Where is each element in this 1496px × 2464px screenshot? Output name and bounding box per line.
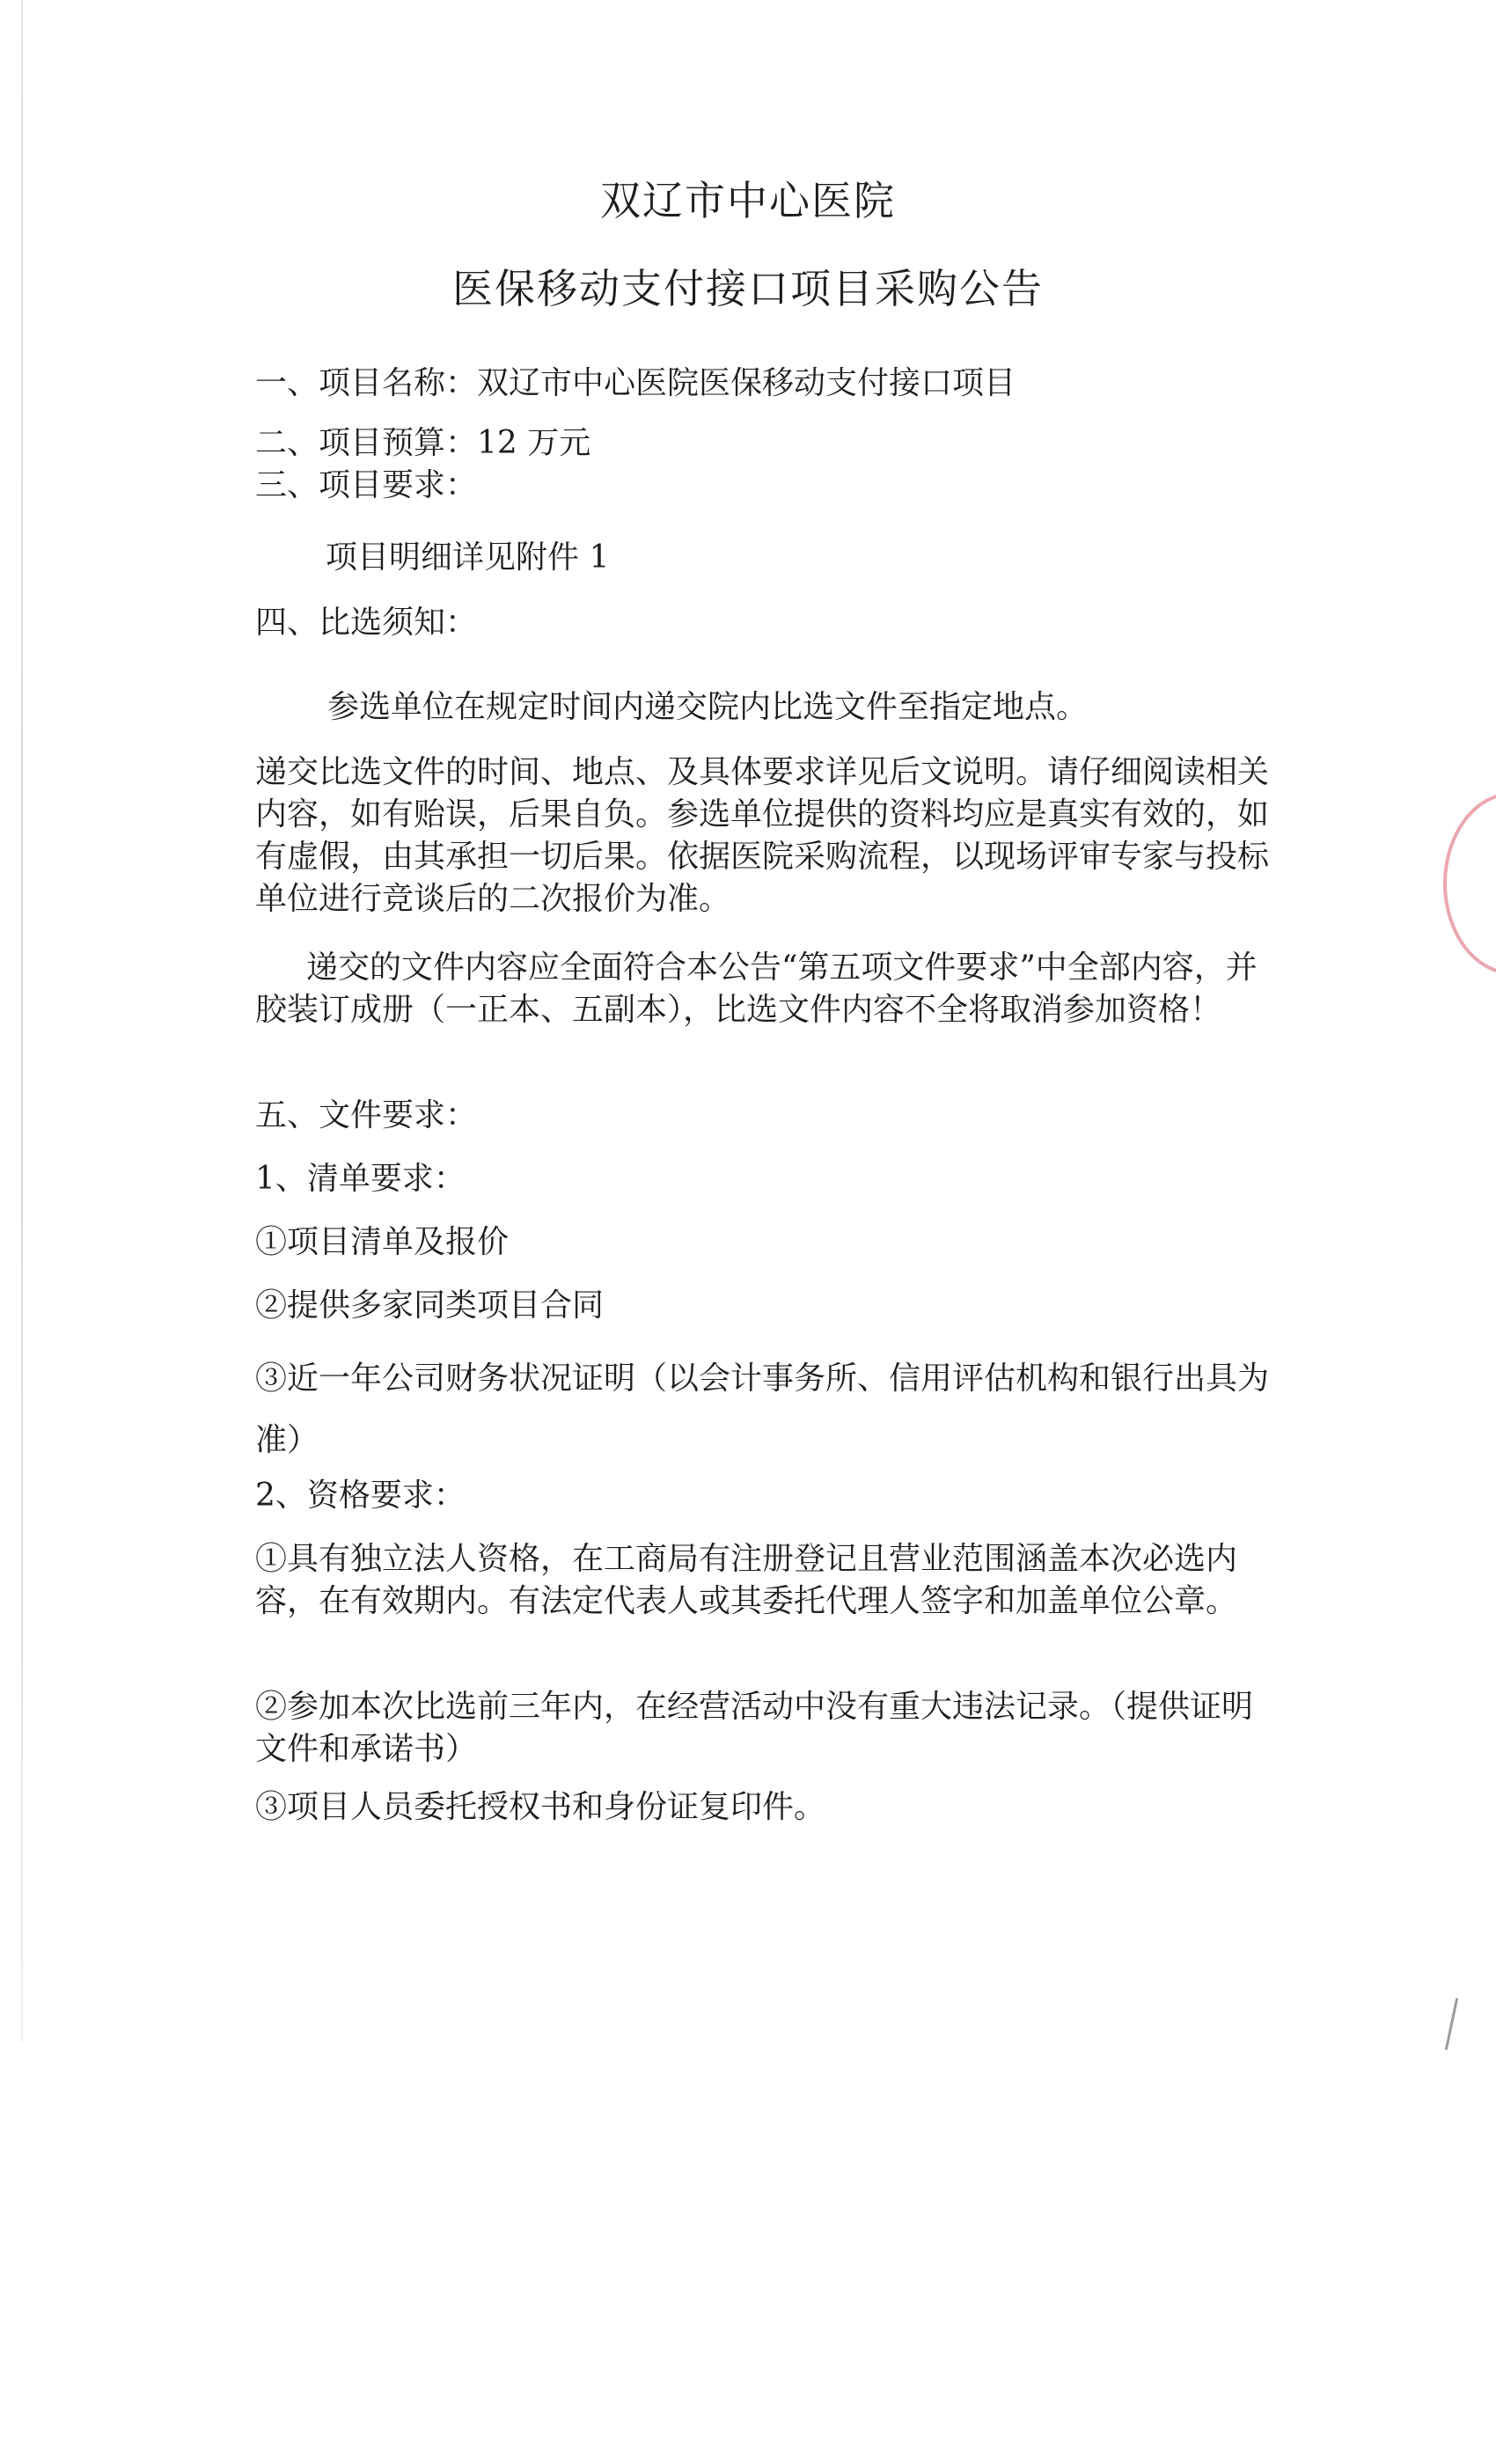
qualification-item: ②参加本次比选前三年内，在经营活动中没有重大违法记录。（提供证明文件和承诺书） xyxy=(255,1689,1254,1767)
project-name: 一、项目名称：双辽市中心医院医保移动支付接口项目 xyxy=(255,365,1016,401)
red-seal-fragment xyxy=(1443,792,1496,975)
list-item: ①项目清单及报价 xyxy=(255,1224,510,1260)
notice-paragraph-1: 参选单位在规定时间内递交院内比选文件至指定地点。 xyxy=(327,689,1089,725)
list-requirements-heading: 1、清单要求： xyxy=(255,1161,466,1197)
notice-paragraph-2: 递交比选文件的时间、地点、及具体要求详见后文说明。请仔细阅读相关内容，如有贻误，后果自负。参选单位提供的资料均应是真实有效的，如有虚假，由其承担一切后果。依据医院采购流程，以现场评审专家与投标单位进行竞谈后的二次报价为准。 xyxy=(255,754,1270,917)
project-requirements-detail: 项目明细详见附件 1 xyxy=(326,539,610,576)
notice-paragraph-3: 递交的文件内容应全面符合本公告“第五项文件要求”中全部内容，并胶装订成册（一正本、五副本），比选文件内容不全将取消参加资格！ xyxy=(255,950,1258,1028)
list-item: ②提供多家同类项目合同 xyxy=(255,1287,605,1324)
qualification-item: ①具有独立法人资格，在工商局有注册登记且营业范围涵盖本次必选内容，在有效期内。有法定代表人或其委托代理人签字和加盖单位公章。 xyxy=(255,1541,1238,1619)
project-requirements-heading: 三、项目要求： xyxy=(255,467,478,503)
scan-mark xyxy=(1445,1998,1458,2050)
project-budget: 二、项目预算：12 万元 xyxy=(255,425,591,461)
notice-heading: 四、比选须知： xyxy=(255,605,478,641)
hospital-title: 双辽市中心医院 xyxy=(600,177,896,224)
list-item: ③近一年公司财务状况证明（以会计事务所、信用评估机构和银行出具为准） xyxy=(255,1360,1270,1458)
qualification-heading: 2、资格要求： xyxy=(255,1478,466,1514)
announcement-title: 医保移动支付接口项目采购公告 xyxy=(452,265,1044,312)
file-requirements-heading: 五、文件要求： xyxy=(255,1097,478,1133)
qualification-item: ③项目人员委托授权书和身份证复印件。 xyxy=(255,1789,826,1825)
